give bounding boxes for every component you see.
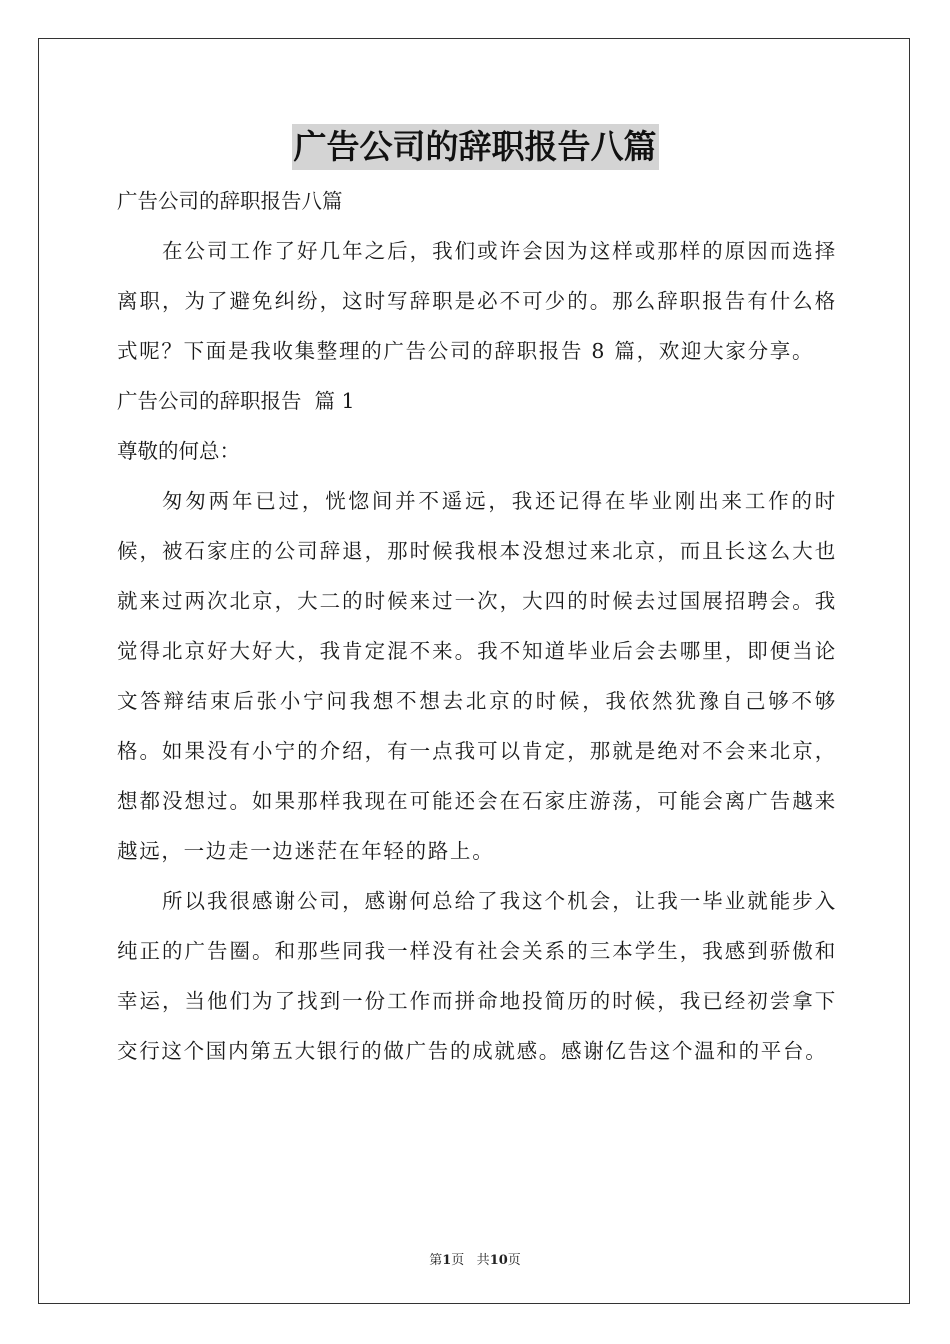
total-suffix: 页 <box>507 1253 521 1268</box>
document-title: 广告公司的辞职报告八篇 <box>292 124 659 170</box>
body-paragraph-2: 所以我很感谢公司，感谢何总给了我这个机会，让我一毕业就能步入纯正的广告圈。和那些同我一样没有社会关系的三本学生，我感到骄傲和幸运，当他们为了找到一份工作而拼命地投简历的时候，我已经初尝拿下交行这个国内第五大银行的做广告的成就感。感谢亿告这个温和的平台。 <box>117 889 837 1063</box>
body-paragraph-1: 匆匆两年已过，恍惚间并不遥远，我还记得在毕业刚出来工作的时候，被石家庄的公司辞退，那时候我根本没想过来北京，而且长这么大也就来过两次北京，大二的时候来过一次，大四的时候去过国展招聘会。我觉得北京好大好大，我肯定混不来。我不知道毕业后会去哪里，即便当论文答辩结束后张小宁问我想不想去北京的时候，我依然犹豫自己够不够格。如果没有小宁的介绍，有一点我可以肯定，那就是绝对不会来北京，想都没想过。如果那样我现在可能还会在石家庄游荡，可能会离广告越来越远，一边走一边迷茫在年轻的路上。 <box>117 489 837 863</box>
page-footer <box>0 1249 950 1268</box>
section-heading: 广告公司的辞职报告 篇 1 <box>117 389 355 413</box>
total-page-count: 10 <box>489 1253 508 1268</box>
page-prefix: 第 <box>429 1253 443 1268</box>
intro-paragraph: 在公司工作了好几年之后，我们或许会因为这样或那样的原因而选择离职，为了避免纠纷，这时写辞职是必不可少的。那么辞职报告有什么格式呢？下面是我收集整理的广告公司的辞职报告 8 篇，欢迎大家分享。 <box>117 239 837 363</box>
total-prefix: 共 <box>476 1253 490 1268</box>
current-page-number: 1 <box>442 1253 452 1268</box>
salutation: 尊敬的何总： <box>117 439 240 463</box>
title-container <box>0 124 950 170</box>
document-body <box>117 176 837 1076</box>
document-subtitle: 广告公司的辞职报告八篇 <box>117 189 343 213</box>
page-suffix: 页 <box>451 1253 465 1268</box>
